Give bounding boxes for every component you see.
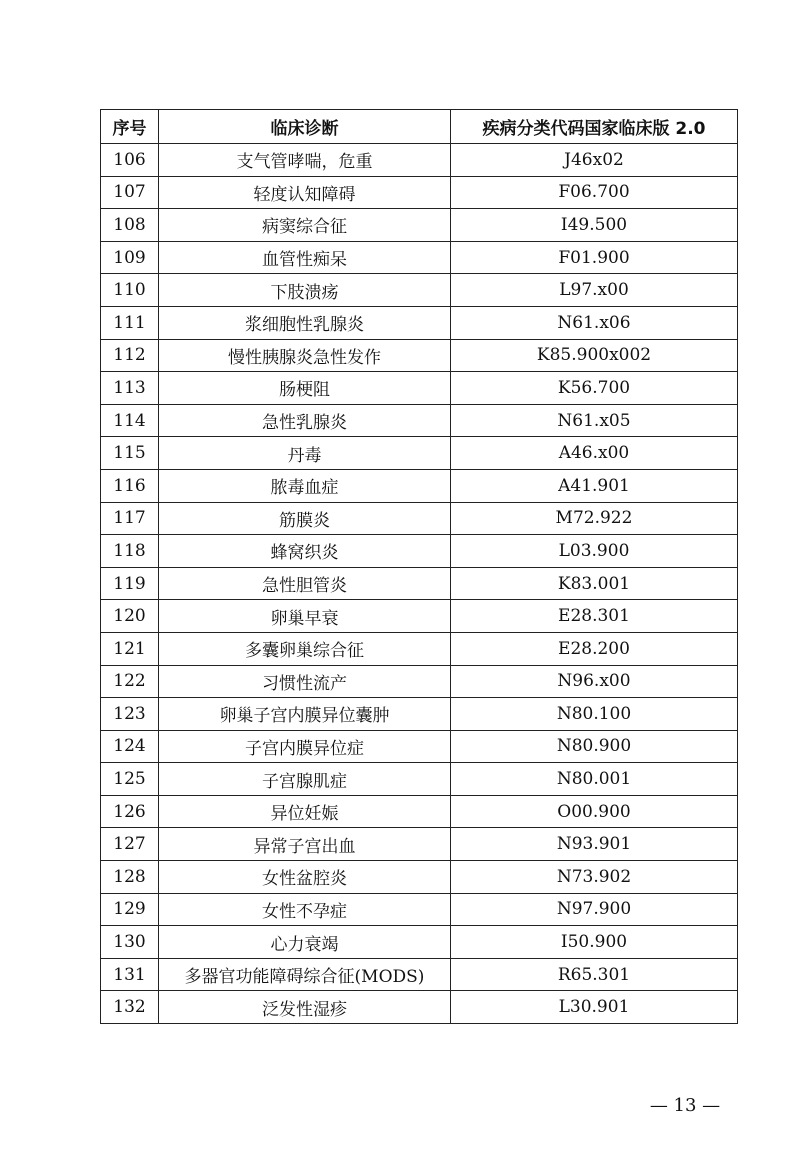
serial-number-cell: 127	[101, 828, 159, 861]
clinical-diagnosis-cell: 心力衰竭	[159, 926, 451, 959]
table-row	[101, 339, 738, 372]
table-row	[101, 502, 738, 535]
disease-code-cell: K56.700	[451, 372, 738, 405]
serial-number-cell: 128	[101, 861, 159, 894]
clinical-diagnosis-cell: 脓毒血症	[159, 469, 451, 502]
disease-code-cell: M72.922	[451, 502, 738, 535]
clinical-diagnosis-cell: 筋膜炎	[159, 502, 451, 535]
clinical-diagnosis-cell: 浆细胞性乳腺炎	[159, 306, 451, 339]
disease-code-cell: E28.200	[451, 632, 738, 665]
serial-number-cell: 130	[101, 926, 159, 959]
page-number: — 13 —	[649, 1095, 721, 1116]
serial-number-cell: 114	[101, 404, 159, 437]
serial-number-cell: 118	[101, 535, 159, 568]
serial-number-cell: 109	[101, 241, 159, 274]
clinical-diagnosis-cell: 血管性痴呆	[159, 241, 451, 274]
table-row	[101, 209, 738, 242]
serial-number-cell: 131	[101, 958, 159, 991]
serial-number-cell: 108	[101, 209, 159, 242]
serial-number-cell: 124	[101, 730, 159, 763]
table-row	[101, 730, 738, 763]
disease-code-cell: E28.301	[451, 600, 738, 633]
header-clinical-diagnosis: 临床诊断	[159, 110, 451, 144]
table-row	[101, 632, 738, 665]
table-row	[101, 828, 738, 861]
table-row	[101, 535, 738, 568]
table-row	[101, 274, 738, 307]
disease-code-cell: I49.500	[451, 209, 738, 242]
disease-code-cell: I50.900	[451, 926, 738, 959]
serial-number-cell: 115	[101, 437, 159, 470]
disease-code-cell: O00.900	[451, 795, 738, 828]
table-body	[101, 144, 738, 1024]
table-row	[101, 176, 738, 209]
serial-number-cell: 111	[101, 306, 159, 339]
table-row	[101, 469, 738, 502]
table-row	[101, 991, 738, 1024]
table-row	[101, 437, 738, 470]
serial-number-cell: 120	[101, 600, 159, 633]
clinical-diagnosis-cell: 急性胆管炎	[159, 567, 451, 600]
serial-number-cell: 117	[101, 502, 159, 535]
disease-code-cell: A41.901	[451, 469, 738, 502]
clinical-diagnosis-cell: 慢性胰腺炎急性发作	[159, 339, 451, 372]
table-row	[101, 567, 738, 600]
disease-code-cell: K83.001	[451, 567, 738, 600]
table-row	[101, 144, 738, 177]
disease-code-cell: N73.902	[451, 861, 738, 894]
serial-number-cell: 106	[101, 144, 159, 177]
disease-code-cell: N97.900	[451, 893, 738, 926]
disease-code-cell: L97.x00	[451, 274, 738, 307]
clinical-diagnosis-cell: 蜂窝织炎	[159, 535, 451, 568]
serial-number-cell: 125	[101, 763, 159, 796]
clinical-diagnosis-cell: 异常子宫出血	[159, 828, 451, 861]
clinical-diagnosis-cell: 女性不孕症	[159, 893, 451, 926]
serial-number-cell: 116	[101, 469, 159, 502]
clinical-diagnosis-cell: 急性乳腺炎	[159, 404, 451, 437]
table-header-row	[101, 110, 738, 144]
diagnosis-code-table	[100, 109, 738, 1024]
serial-number-cell: 132	[101, 991, 159, 1024]
disease-code-cell: N80.100	[451, 698, 738, 731]
clinical-diagnosis-cell: 病窦综合征	[159, 209, 451, 242]
clinical-diagnosis-cell: 多囊卵巢综合征	[159, 632, 451, 665]
clinical-diagnosis-cell: 肠梗阻	[159, 372, 451, 405]
clinical-diagnosis-cell: 子宫内膜异位症	[159, 730, 451, 763]
serial-number-cell: 119	[101, 567, 159, 600]
table-row	[101, 893, 738, 926]
disease-code-cell: L03.900	[451, 535, 738, 568]
disease-code-cell: R65.301	[451, 958, 738, 991]
table-row	[101, 926, 738, 959]
clinical-diagnosis-cell: 卵巢子宫内膜异位囊肿	[159, 698, 451, 731]
table-row	[101, 861, 738, 894]
serial-number-cell: 110	[101, 274, 159, 307]
disease-code-cell: N61.x05	[451, 404, 738, 437]
serial-number-cell: 123	[101, 698, 159, 731]
table-row	[101, 241, 738, 274]
clinical-diagnosis-cell: 异位妊娠	[159, 795, 451, 828]
clinical-diagnosis-cell: 卵巢早衰	[159, 600, 451, 633]
disease-code-cell: K85.900x002	[451, 339, 738, 372]
table-row	[101, 763, 738, 796]
disease-code-cell: N96.x00	[451, 665, 738, 698]
serial-number-cell: 121	[101, 632, 159, 665]
header-serial-number: 序号	[101, 110, 159, 144]
clinical-diagnosis-cell: 习惯性流产	[159, 665, 451, 698]
clinical-diagnosis-cell: 泛发性湿疹	[159, 991, 451, 1024]
disease-code-cell: N80.900	[451, 730, 738, 763]
table-row	[101, 600, 738, 633]
clinical-diagnosis-cell: 轻度认知障碍	[159, 176, 451, 209]
disease-code-cell: A46.x00	[451, 437, 738, 470]
serial-number-cell: 122	[101, 665, 159, 698]
disease-code-cell: L30.901	[451, 991, 738, 1024]
header-disease-code: 疾病分类代码国家临床版 2.0	[451, 110, 738, 144]
serial-number-cell: 112	[101, 339, 159, 372]
clinical-diagnosis-cell: 下肢溃疡	[159, 274, 451, 307]
clinical-diagnosis-cell: 女性盆腔炎	[159, 861, 451, 894]
clinical-diagnosis-cell: 丹毒	[159, 437, 451, 470]
disease-code-cell: N80.001	[451, 763, 738, 796]
serial-number-cell: 107	[101, 176, 159, 209]
table-row	[101, 698, 738, 731]
table-row	[101, 404, 738, 437]
table-row	[101, 665, 738, 698]
clinical-diagnosis-cell: 支气管哮喘，危重	[159, 144, 451, 177]
serial-number-cell: 129	[101, 893, 159, 926]
serial-number-cell: 113	[101, 372, 159, 405]
disease-code-cell: F01.900	[451, 241, 738, 274]
disease-code-cell: J46x02	[451, 144, 738, 177]
table-row	[101, 306, 738, 339]
disease-code-cell: N93.901	[451, 828, 738, 861]
clinical-diagnosis-cell: 多器官功能障碍综合征(MODS)	[159, 958, 451, 991]
clinical-diagnosis-cell: 子宫腺肌症	[159, 763, 451, 796]
table-row	[101, 958, 738, 991]
disease-code-cell: F06.700	[451, 176, 738, 209]
table-row	[101, 795, 738, 828]
disease-code-cell: N61.x06	[451, 306, 738, 339]
serial-number-cell: 126	[101, 795, 159, 828]
table-row	[101, 372, 738, 405]
